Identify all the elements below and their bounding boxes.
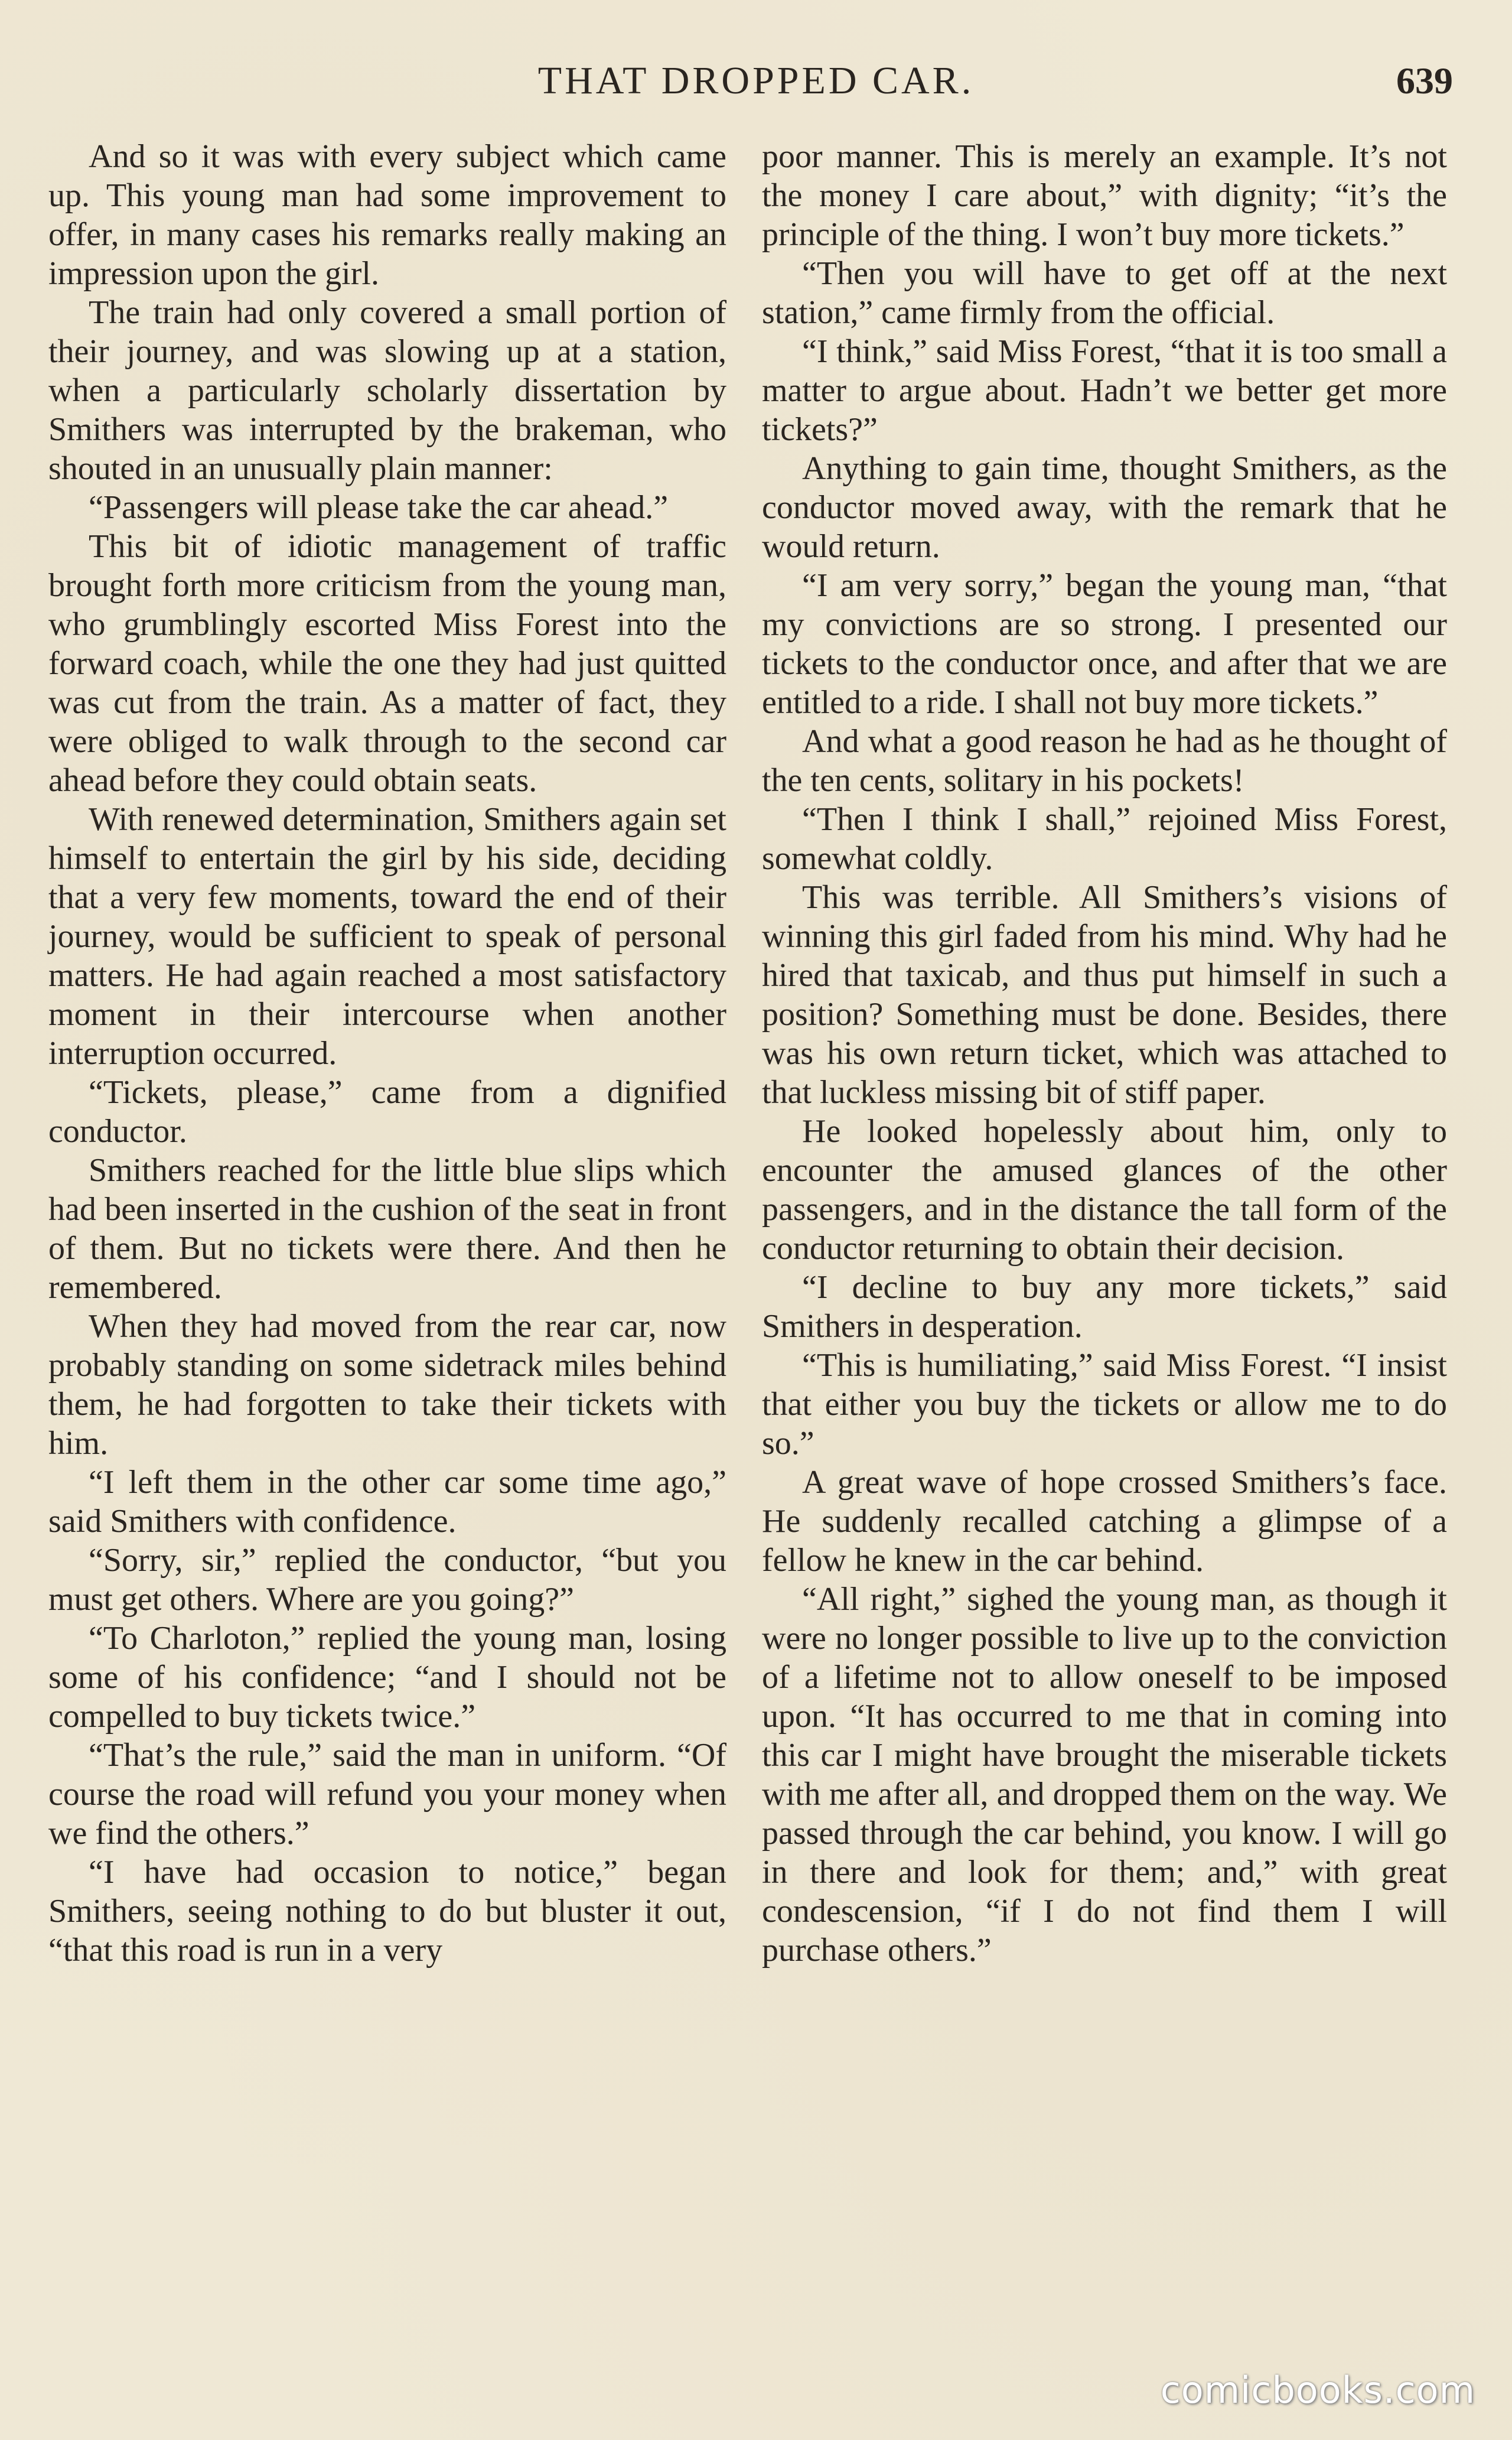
- paragraph: “This is humiliating,” said Miss Forest. “I insist that either you buy the tickets or allow me to do so.”: [762, 1347, 1447, 1462]
- paragraph-continued: poor manner. This is merely an example. It’s not the money I care about,” with dignity; “it’s the principle of the thing. I won’t buy more tickets.”: [762, 138, 1447, 253]
- paragraph: “Passengers will please take the car ahead.”: [89, 489, 669, 526]
- paragraph: When they had moved from the rear car, now probably standing on some sidetrack miles behind them, he had forgotten to take their tickets with him.: [48, 1308, 726, 1462]
- left-column: [48, 137, 726, 1970]
- paragraph: “All right,” sighed the young man, as though it were no longer possible to live up to the conviction of a lifetime not to allow oneself to be imposed upon. “It has occurred to me that in coming into this car I might have brought the miserable tickets with me after all, and dropped them on the way. We passed through the car behind, you know. I will go in there and look for them; and,” with great condescension, “if I do not find them I will purchase others.”: [762, 1581, 1447, 1969]
- paragraph: This was terrible. All Smithers’s visions of winning this girl faded from his mind. Why had he hired that taxicab, and thus put himself in such a position? Something must be done. Besides, there was his own return ticket, which was attached to that luckless missing bit of stiff paper.: [762, 879, 1447, 1111]
- paragraph: “I think,” said Miss Forest, “that it is too small a matter to argue about. Hadn’t we better get more tickets?”: [762, 333, 1447, 448]
- running-title: THAT DROPPED CAR.: [537, 59, 975, 102]
- right-column: [762, 137, 1447, 1970]
- paragraph: The train had only covered a small portion of their journey, and was slowing up at a station, when a particularly scholarly dissertation by Smithers was interrupted by the brakeman, who shouted in an unusually plain manner:: [48, 294, 726, 487]
- paragraph: He looked hopelessly about him, only to encounter the amused glances of the other passengers, and in the distance the tall form of the conductor returning to obtain their decision.: [762, 1113, 1447, 1267]
- paragraph: “Sorry, sir,” replied the conductor, “but you must get others. Where are you going?”: [48, 1542, 726, 1618]
- paragraph: “That’s the rule,” said the man in uniform. “Of course the road will refund you your money when we find the others.”: [48, 1737, 726, 1852]
- paragraph: “I am very sorry,” began the young man, “that my convictions are so strong. I presented our tickets to the conductor once, and after that we are entitled to a ride. I shall not buy more tickets.”: [762, 567, 1447, 721]
- paragraph: A great wave of hope crossed Smithers’s face. He suddenly recalled catching a glimpse of a fellow he knew in the car behind.: [762, 1464, 1447, 1579]
- paragraph: And what a good reason he had as he thought of the ten cents, solitary in his pockets!: [762, 723, 1447, 799]
- paragraph: “I have had occasion to notice,” began Smithers, seeing nothing to do but bluster it out, “that this road is run in a very: [48, 1854, 726, 1969]
- paragraph: “Then I think I shall,” rejoined Miss Forest, somewhat coldly.: [762, 801, 1447, 877]
- running-header: [0, 54, 1512, 108]
- watermark: comicbooks.com: [1160, 2369, 1475, 2412]
- paragraph: “I decline to buy any more tickets,” said Smithers in desperation.: [762, 1269, 1447, 1345]
- paragraph: With renewed determination, Smithers again set himself to entertain the girl by his side, deciding that a very few moments, toward the end of their journey, would be sufficient to speak of personal matters. He had again reached a most satisfactory moment in their intercourse when another interruption occurred.: [48, 801, 726, 1072]
- paragraph: Smithers reached for the little blue slips which had been inserted in the cushion of the seat in front of them. But no tickets were there. And then he remembered.: [48, 1152, 726, 1306]
- paragraph: “Tickets, please,” came from a dignified conductor.: [48, 1074, 726, 1150]
- paragraph: This bit of idiotic management of traffic brought forth more criticism from the young man, who grumblingly escorted Miss Forest into the forward coach, while the one they had just quitted was cut from the train. As a matter of fact, they were obliged to walk through to the second car ahead before they could obtain seats.: [48, 528, 726, 799]
- paragraph: “To Charloton,” replied the young man, losing some of his confidence; “and I should not be compelled to buy tickets twice.”: [48, 1620, 726, 1735]
- paragraph: Anything to gain time, thought Smithers, as the conductor moved away, with the remark that he would return.: [762, 450, 1447, 565]
- paragraph: And so it was with every subject which came up. This young man had some improvement to offer, in many cases his remarks really making an impression upon the girl.: [48, 138, 726, 292]
- paragraph: “I left them in the other car some time ago,” said Smithers with confidence.: [48, 1464, 726, 1540]
- paragraph: “Then you will have to get off at the next station,” came firmly from the official.: [762, 255, 1447, 331]
- page-number: 639: [1396, 60, 1453, 102]
